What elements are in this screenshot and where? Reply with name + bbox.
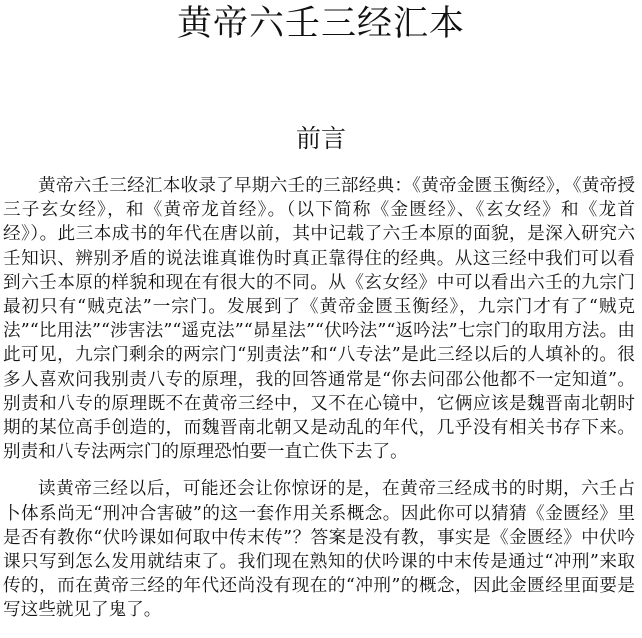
document-body bbox=[3, 174, 635, 623]
paragraph-2: 读黄帝三经以后，可能还会让你惊讶的是，在黄帝三经成书的时期，六壬占卜体系尚无“刑冲合害破”的这一套作用关系概念。因此你可以猜猜《金匮经》里是否有教你“伏吟课如何取中传末传”？答案是没有教，事实是《金匮经》中伏吟课只写到怎么发用就结束了。我们现在熟知的伏吟课的中末传是通过“冲刑”来取传的，而在黄帝三经的年代还尚没有现在的“冲刑”的概念，因此金匮经里面要是写这些就见了鬼了。 bbox=[3, 479, 635, 621]
document-title: 黄帝六壬三经汇本 bbox=[176, 4, 465, 44]
section-heading: 前言 bbox=[295, 124, 346, 153]
paragraph-1: 黄帝六壬三经汇本收录了早期六壬的三部经典：《黄帝金匮玉衡经》，《黄帝授三子玄女经》，和《黄帝龙首经》。（以下简称《金匮经》、《玄女经》和《龙首经》）。此三本成书的年代在唐以前，其中记载了六壬本原的面貌，是深入研究六壬知识、辨别矛盾的说法谁真谁伪时真正靠得住的经典。从这三经中我们可以看到六壬本原的样貌和现在有很大的不同。从《玄女经》中可以看出六壬的九宗门最初只有“贼克法”一宗门。发展到了《黄帝金匮玉衡经》，九宗门才有了“贼克法”“比用法”“涉害法”“遥克法”“昴星法”“伏吟法”“返吟法”七宗门的取用方法。由此可见，九宗门剩余的两宗门“别责法”和“八专法”是此三经以后的人填补的。很多人喜欢问我别责八专的原理，我的回答通常是“你去问邵公他都不一定知道”。别责和八专的原理既不在黄帝三经中，又不在心镜中，它俩应该是魏晋南北朝时期的某位高手创造的，而魏晋南北朝又是动乱的年代，几乎没有相关书存下来。别责和八专法两宗门的原理恐怕要一直亡佚下去了。 bbox=[3, 176, 635, 463]
